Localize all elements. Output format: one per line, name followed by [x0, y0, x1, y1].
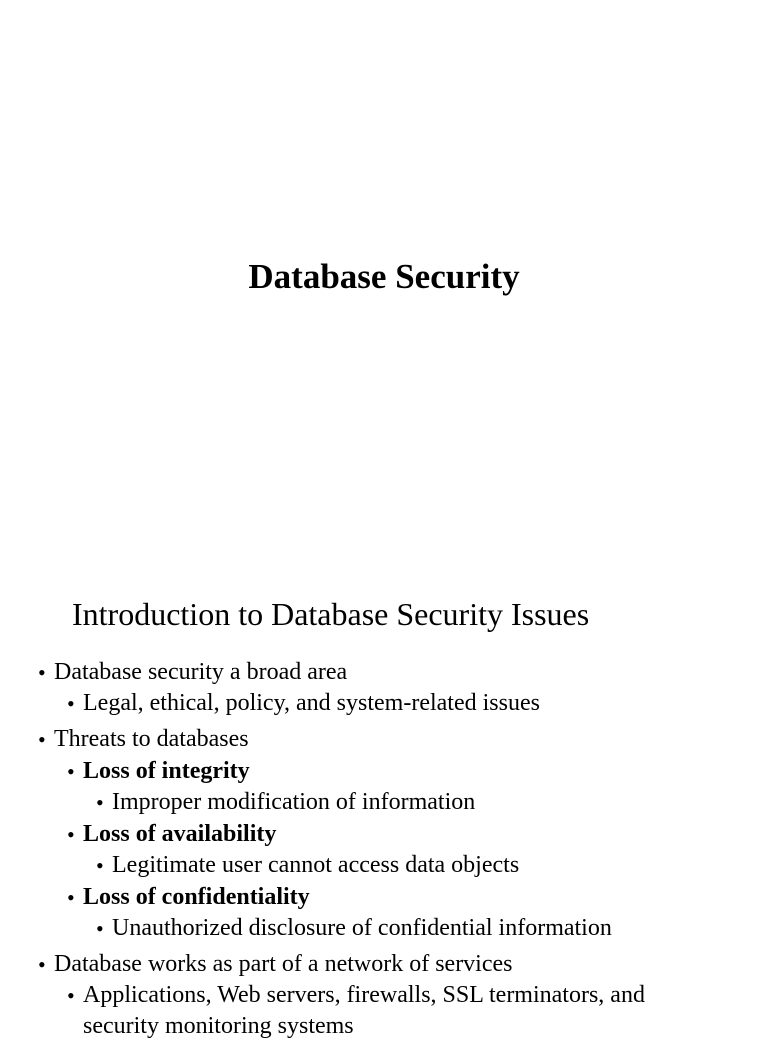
bullet-icon: • [38, 660, 46, 685]
bullet-text: Loss of availability [83, 821, 277, 847]
bullet-item [0, 850, 768, 881]
bullet-item [0, 913, 768, 944]
bullet-icon: • [96, 853, 104, 878]
bullet-item [0, 949, 768, 980]
bullet-list [0, 657, 768, 1042]
bullet-text: Database works as part of a network of services [54, 951, 513, 977]
bullet-item [0, 688, 768, 719]
bullet-text: Database security a broad area [54, 659, 348, 685]
bullet-text: Loss of integrity [83, 758, 250, 784]
bullet-icon: • [67, 885, 75, 910]
bullet-item [0, 980, 768, 1042]
bullet-icon: • [96, 916, 104, 941]
bullet-icon: • [67, 983, 75, 1008]
bullet-item [0, 756, 768, 787]
bullet-icon: • [67, 759, 75, 784]
bullet-text: Applications, Web servers, firewalls, SSL terminators, and security monitoring systems [83, 982, 645, 1039]
bullet-item [0, 724, 768, 755]
bullet-icon: • [38, 727, 46, 752]
bullet-text: Unauthorized disclosure of confidential information [112, 915, 612, 941]
bullet-icon: • [67, 822, 75, 847]
slide-title: Database Security [248, 257, 520, 296]
slide-heading: Introduction to Database Security Issues [72, 596, 590, 632]
bullet-item [0, 882, 768, 913]
bullet-text: Loss of confidentiality [83, 884, 310, 910]
bullet-item [0, 819, 768, 850]
bullet-text: Legal, ethical, policy, and system-related issues [83, 690, 540, 716]
bullet-icon: • [67, 691, 75, 716]
bullet-text: Legitimate user cannot access data objects [112, 852, 520, 878]
bullet-item [0, 787, 768, 818]
bullet-item [0, 657, 768, 688]
bullet-icon: • [38, 952, 46, 977]
bullet-text: Improper modification of information [112, 789, 476, 815]
bullet-text: Threats to databases [54, 726, 249, 752]
bullet-icon: • [96, 790, 104, 815]
